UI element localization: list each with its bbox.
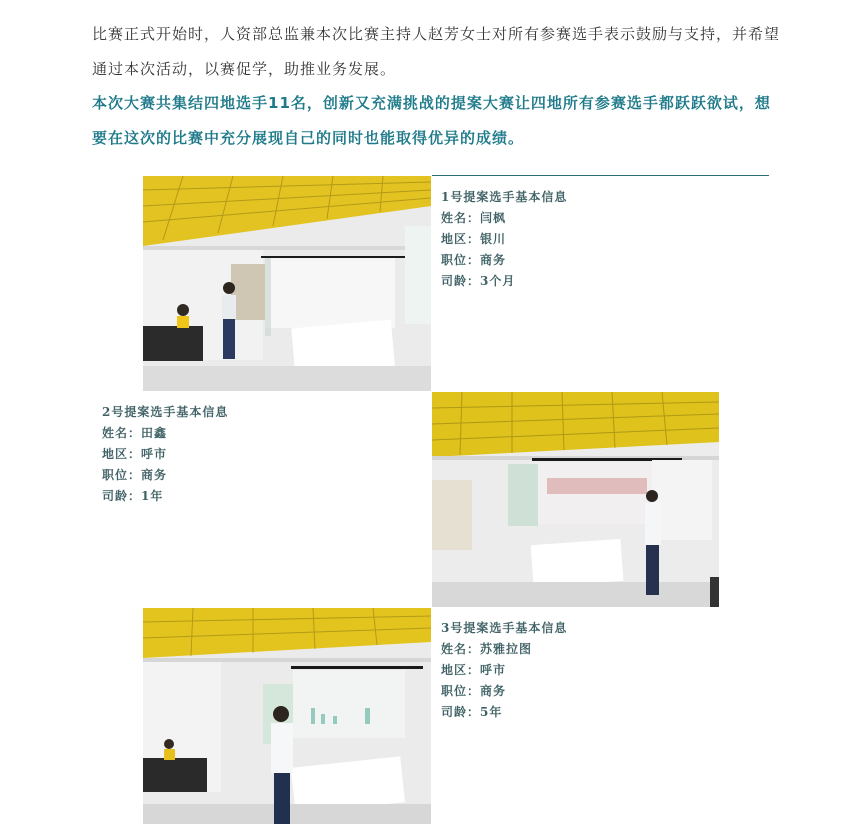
contestant-1-photo	[143, 176, 431, 391]
contestant-3-position: 职位：商务	[441, 684, 507, 698]
contestant-2-tenure: 司龄：1年	[102, 489, 164, 503]
section-divider	[432, 175, 769, 176]
contestant-2-position: 职位：商务	[102, 468, 168, 482]
intro-paragraph: 比赛正式开始时，人资部总监兼本次比赛主持人赵芳女士对所有参赛选手表示鼓励与支持，并希望通过本次活动，以赛促学，助推业务发展。	[92, 25, 781, 78]
contestant-3-info	[441, 618, 567, 723]
contestant-2-title: 2号提案选手基本信息	[102, 405, 229, 419]
contestant-2-region: 地区：呼市	[102, 447, 168, 461]
contestant-2-name: 姓名：田鑫	[102, 426, 168, 440]
contestant-1-region: 地区：银川	[441, 232, 507, 246]
contestant-1-info	[441, 187, 567, 292]
contestant-1-tenure: 司龄：3个月	[441, 274, 516, 288]
contestant-3-photo	[143, 608, 431, 824]
contestant-3-name: 姓名：苏雅拉图	[441, 642, 533, 656]
contestant-2-photo	[432, 392, 719, 607]
highlight-paragraph: 本次大赛共集结四地选手11名，创新又充满挑战的提案大赛让四地所有参赛选手都跃跃欲试，想要在这次的比赛中充分展现自己的同时也能取得优异的成绩。	[92, 94, 771, 147]
contestant-1-position: 职位：商务	[441, 253, 507, 267]
contestant-2-info	[102, 402, 228, 507]
contestant-3-title: 3号提案选手基本信息	[441, 621, 568, 635]
contestant-3-region: 地区：呼市	[441, 663, 507, 677]
contestant-3-tenure: 司龄：5年	[441, 705, 503, 719]
contestant-1-title: 1号提案选手基本信息	[441, 190, 568, 204]
contestant-1-name: 姓名：闫枫	[441, 211, 507, 225]
